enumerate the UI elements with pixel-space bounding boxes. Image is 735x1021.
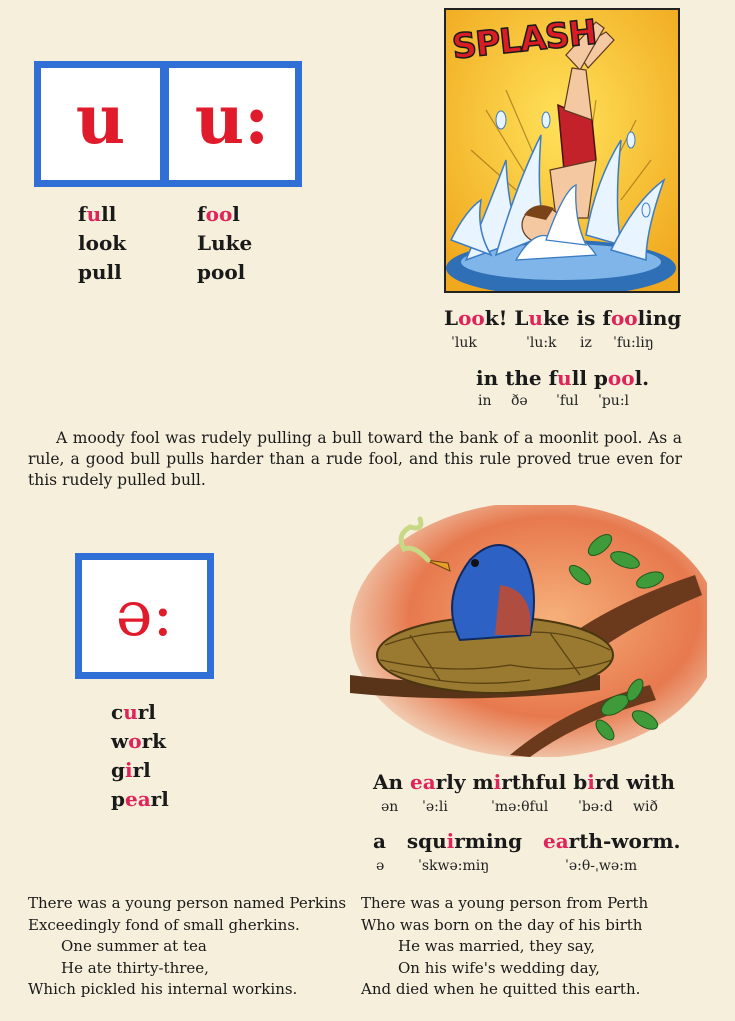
splash-illustration [444, 8, 680, 293]
short-u-word-list [78, 200, 126, 287]
limerick-left [28, 893, 346, 1001]
u-paragraph: A moody fool was rudely pulling a bull toward the bank of a moonlit pool. As a rule, a good bull pulls harder than a rude fool, and this rule proved true even for this rudely pulled bull. [28, 429, 682, 489]
splash-phonetic-line-1: ˈluk [451, 335, 477, 351]
word-item: full [78, 202, 117, 226]
limerick-line: On his wife's wedding day, [398, 958, 600, 977]
long-u-word-list [197, 200, 252, 287]
phonetic-word: iz [580, 335, 592, 351]
phonetic-word: ən [381, 799, 399, 815]
er-word-list [111, 698, 169, 814]
splash-caption-line-1: Look! Luke is fooling [444, 306, 682, 330]
word-item: pearl [111, 787, 169, 811]
word-item: work [111, 729, 166, 753]
bird-illustration [350, 505, 707, 757]
limerick-line: And died when he quitted this earth. [361, 980, 641, 998]
phonetic-word: ˈlu:k [526, 335, 557, 351]
word-item: look [78, 231, 127, 255]
limerick-right [361, 893, 648, 1001]
bird-caption-line-1: An early mirthful bird with [373, 770, 675, 794]
limerick-line: Exceedingly fond of small gherkins. [28, 915, 300, 934]
word-item: fool [197, 202, 240, 226]
limerick-line: He was married, they say, [398, 937, 595, 955]
long-u-symbol: u: [194, 80, 270, 160]
splash-caption-line-2: in the full pool. [476, 366, 650, 390]
limerick-line: Who was born on the day of his birth [361, 915, 643, 934]
phonetic-word: ˈə:θ-ˌwə:m [565, 858, 638, 874]
word-item: pool [197, 260, 246, 284]
word-item: pull [78, 260, 122, 284]
short-u-symbol-box [34, 61, 167, 187]
phonetic-word: ˈbə:d [578, 799, 613, 815]
word-item: Luke [197, 231, 253, 255]
phonetic-word: ə [376, 858, 385, 874]
phonetic-word: wið [633, 799, 658, 815]
word-item: curl [111, 700, 156, 724]
long-u-symbol-box [162, 61, 302, 187]
bird-nest-image [350, 505, 707, 757]
phonetic-word: ˈə:li [422, 799, 448, 815]
short-u-symbol: u [75, 80, 126, 160]
limerick-line: There was a young person from Perth [361, 894, 649, 912]
er-symbol-box [75, 553, 214, 679]
limerick-line: Which pickled his internal workins. [28, 980, 298, 998]
phonetic-word: ˈpu:l [598, 393, 630, 409]
phonetic-word: ˈmə:θful [491, 799, 549, 815]
limerick-line: He ate thirty-three, [61, 958, 209, 977]
phonetic-word: ˈskwə:miŋ [418, 858, 490, 874]
er-symbol: ə: [115, 576, 174, 650]
splash-text: SPLASH [450, 12, 599, 68]
bird-caption-line-2: a squirming earth-worm. [373, 829, 681, 853]
phonetic-word: in [478, 393, 492, 409]
phonetic-word: ˈfu:liŋ [613, 335, 654, 351]
phonetic-word: ðə [511, 393, 528, 409]
word-item: girl [111, 758, 151, 782]
limerick-line: One summer at tea [61, 937, 207, 955]
phonetic-word: ˈful [556, 393, 579, 409]
limerick-line: There was a young person named Perkins [28, 894, 347, 912]
